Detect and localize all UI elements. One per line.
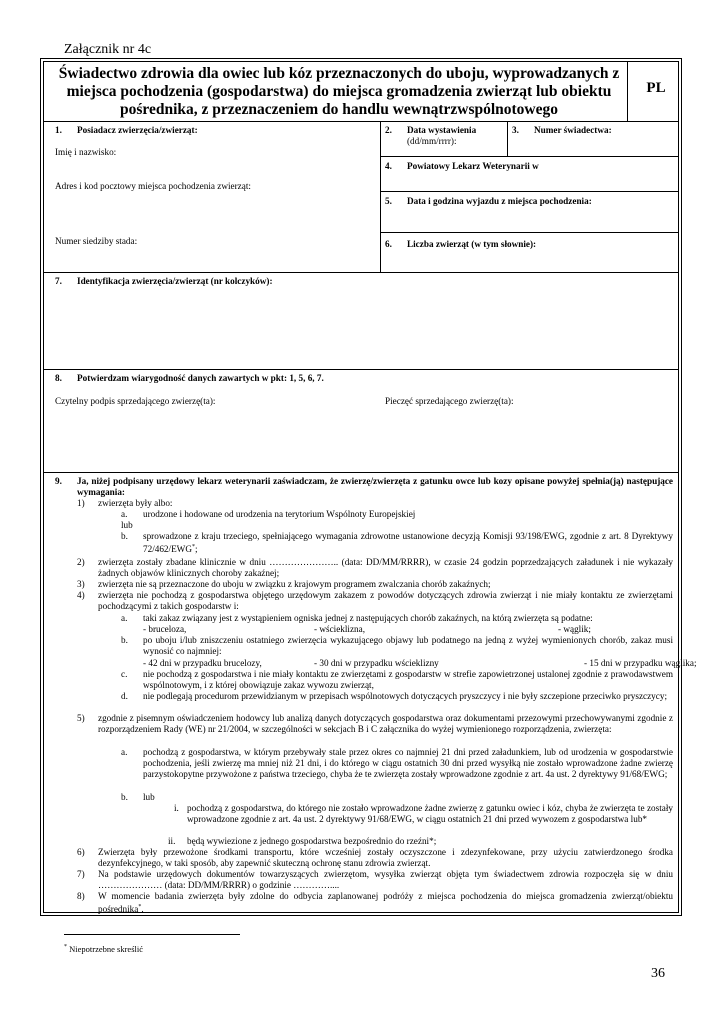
box-5-top	[380, 191, 679, 192]
item-5bii: będą wywiezione z jednego gospodarstwa bezpośrednio do rzeźni*;	[187, 836, 437, 846]
item-1-number: 1)	[77, 498, 85, 508]
issue-date-format: (dd/mm/rrrr):	[407, 136, 457, 146]
section-9-number: 9.	[55, 476, 62, 486]
item-1: zwierzęta były albo:	[98, 498, 173, 508]
owner-address-field[interactable]: Adres i kod pocztowy miejsca pochodzenia zwierząt:	[55, 181, 251, 191]
item-5a-letter: a.	[121, 747, 128, 757]
page-number: 36	[651, 966, 665, 981]
period-rabies: - 30 dni w przypadku wścieklizny	[314, 658, 439, 668]
section-5-number: 5.	[385, 196, 392, 206]
item-4a-letter: a.	[121, 613, 128, 623]
item-2: zwierzęta zostały zbadane klinicznie w dniu ………………….. (data: DD/MM/RRRR), w czasie 24 godzin poprzedzających załadunek i nie wykazały żadnych objawów klinicznych choroby zakaźnej;	[98, 557, 673, 579]
item-1b: sprowadzone z kraju trzeciego, spełniającego wymagania zdrowotne ustanowione decyzją Komisji 93/198/EWG, zgodnie z art. 8 Dyrektywy 72/462/EWG*;	[143, 531, 673, 555]
item-5b-letter: b.	[121, 792, 128, 802]
item-7-number: 7)	[77, 869, 85, 879]
country-code: PL	[646, 80, 666, 96]
issue-date-label: Data wystawienia	[407, 125, 477, 135]
period-anthrax: - 15 dni w przypadku wąglika;	[584, 658, 697, 668]
box-2-3-divider	[507, 121, 508, 156]
item-8: W momencie badania zwierzęta były zdolne do odbycia zaplanowanej podróży z miejsca pochodzenia do miejsca gromadzenia zwierząt/obiektu pośrednika*.	[98, 891, 673, 915]
section-8-top	[43, 369, 679, 370]
item-6: Zwierzęta były przewożone środkami transportu, które wcześniej zostały oczyszczone i zdezynfekowane, przy użyciu zatwierdzonego środka dezynfekcyjnego, w taki sposób, aby zapewnić skuteczną ochronę stanu zdrowia zwierząt.	[98, 847, 673, 869]
item-4b: po uboju i/lub zniszczeniu ostatniego zwierzęcia wykazującego objawy lub podatnego na jedną z wyżej wymienionych chorób, zakaz musi wynosić co najmniej:	[143, 635, 673, 657]
certificate-number-label: Numer świadectwa:	[534, 125, 612, 135]
title-divider	[43, 121, 679, 122]
section-8-number: 8.	[55, 373, 62, 383]
box-6-top	[380, 232, 679, 233]
owner-name-field[interactable]: Imię i nazwisko:	[55, 147, 117, 157]
section-9-top	[43, 472, 679, 473]
section-7-number: 7.	[55, 276, 62, 286]
animal-count-label: Liczba zwierząt (w tym słownie):	[407, 239, 537, 249]
seller-stamp-field[interactable]: Pieczęć sprzedającego zwierzę(ta):	[385, 396, 514, 406]
item-5bi: pochodzą z gospodarstwa, do którego nie zostało wprowadzone żadne zwierzę z gatunku owiec i kóz, chyba że zwierzęta te zostały wprowadzone zgodnie z art. 4a ust. 2 dyrektywy 91/68/EWG, w ciągu ostatnich 21 dni przed wywozem z gospodarstwa lub*	[187, 803, 673, 825]
item-5: zgodnie z pisemnym oświadczeniem hodowcy lub analizą danych dotyczących gospodarstwa oraz dokumentami przezowymi przechowywanymi zgodnie z rozporządzeniem Rady (WE) nr 21/2004, w szczególności w sekcjach B i C załącznika do wyżej wymienionego rozporządzenia, zwierzęta:	[98, 713, 673, 735]
item-7: Na podstawie urzędowych dokumentów towarzyszących zwierzętom, wysyłka zwierząt objęta tym świadectwem zdrowia rozpoczęła się w dniu ………………… (data: DD/MM/RRRR) o godzinie …………....	[98, 869, 673, 891]
item-8-number: 8)	[77, 891, 85, 901]
declaration-intro: Ja, niżej podpisany urzędowy lekarz weterynarii zaświadczam, że zwierzę/zwierzęta z gatunku owce lub kozy opisane powyżej spełnia(ją) następujące wymagania:	[77, 476, 673, 498]
disease-anthrax: - wąglik;	[558, 624, 591, 634]
section-4-number: 4.	[385, 161, 392, 171]
section-1-number: 1.	[55, 125, 62, 135]
box-4-top	[380, 156, 679, 157]
annex-label: Załącznik nr 4c	[64, 42, 152, 57]
footnote: * Niepotrzebne skreślić	[64, 944, 143, 954]
disease-brucellosis: - bruceloza,	[143, 624, 187, 634]
section-7-top	[43, 272, 679, 273]
item-4c: nie pochodzą z gospodarstwa i nie miały kontaktu ze zwierzętami z gospodarstw w strefie zapowietrzonej ustalonej zgodnie z prawodawstwem wspólnotowym, i z której obowiązuje zakaz wywozu zwierząt,	[143, 669, 673, 691]
item-6-number: 6)	[77, 847, 85, 857]
column-divider	[380, 121, 381, 272]
item-1a: urodzone i hodowane od urodzenia na terytorium Wspólnoty Europejskiej	[143, 509, 416, 519]
item-4-number: 4)	[77, 590, 85, 600]
item-1-or: lub	[121, 520, 133, 530]
period-brucellosis: - 42 dni w przypadku brucelozy,	[143, 658, 262, 668]
item-3-number: 3)	[77, 579, 85, 589]
identification-label: Identyfikacja zwierzęcia/zwierząt (nr kolczyków):	[77, 276, 273, 286]
item-5bi-numeral: i.	[174, 803, 179, 813]
item-4a: taki zakaz związany jest z wystąpieniem ogniska jednej z następujących chorób zakaźnych, na którą zwierzęta są podatne:	[143, 613, 593, 623]
item-4b-letter: b.	[121, 635, 128, 645]
item-2-number: 2)	[77, 557, 85, 567]
confirmation-label: Potwierdzam wiarygodność danych zawartych w pkt: 1, 5, 6, 7.	[77, 373, 324, 383]
item-1b-letter: b.	[121, 531, 128, 541]
herd-number-field[interactable]: Numer siedziby stada:	[55, 236, 138, 246]
item-1a-letter: a.	[121, 509, 128, 519]
item-4d-letter: d.	[121, 691, 128, 701]
disease-rabies: - wścieklizna,	[314, 624, 366, 634]
certificate-title: Świadectwo zdrowia dla owiec lub kóz przeznaczonych do uboju, wyprowadzanych z miejsca pochodzenia (gospodarstwa) do miejsca gromadzenia zwierząt lub obiektu pośrednika, z przeznaczeniem do handlu wewnątrzwspólnotowego	[58, 65, 620, 118]
item-3: zwierzęta nie są przeznaczone do uboju w związku z krajowym programem zwalczania chorób zakaźnych;	[98, 579, 491, 589]
item-4: zwierzęta nie pochodzą z gospodarstwa objętego urzędowym zakazem z powodów dotyczących zdrowia zwierząt i nie miały kontaktu ze zwierzętami pochodzącymi z takich gospodarstw i:	[98, 590, 673, 612]
section-2-number: 2.	[385, 125, 392, 135]
district-vet-label: Powiatowy Lekarz Weterynarii w	[407, 161, 539, 171]
item-5-number: 5)	[77, 713, 85, 723]
seller-signature-field[interactable]: Czytelny podpis sprzedającego zwierzę(ta):	[55, 396, 216, 406]
item-4d: nie podlegają procedurom przewidzianym w przepisach wspólnotowych dotyczących pryszczycy i nie były szczepione przeciwko pryszczycy;	[143, 691, 667, 701]
item-5a: pochodzą z gospodarstwa, w którym przebywały stale przez okres co najmniej 21 dni przed załadunkiem, lub od urodzenia w gospodarstwie pochodzenia, jeśli zwierzę ma mniej niż 21 dni, i do którego w ciągu ostatnich 30 dni przed wysyłką nie zostało wprowadzone żadne zwierzę parzystokopytne przywożone z państwa trzeciego, chyba że te zwierzęta zostały wprowadzone zgodnie z art. 4a ust. 2 dyrektywy 91/68/EWG;	[143, 747, 673, 780]
item-5bii-numeral: ii.	[168, 836, 176, 846]
footnote-separator	[64, 934, 240, 935]
departure-date-label: Data i godzina wyjazdu z miejsca pochodzenia:	[407, 196, 592, 206]
section-3-number: 3.	[512, 125, 519, 135]
item-4c-letter: c.	[121, 669, 128, 679]
section-6-number: 6.	[385, 239, 392, 249]
item-5b-or: lub	[143, 792, 155, 802]
section-1-label: Posiadacz zwierzęcia/zwierząt:	[77, 125, 198, 135]
